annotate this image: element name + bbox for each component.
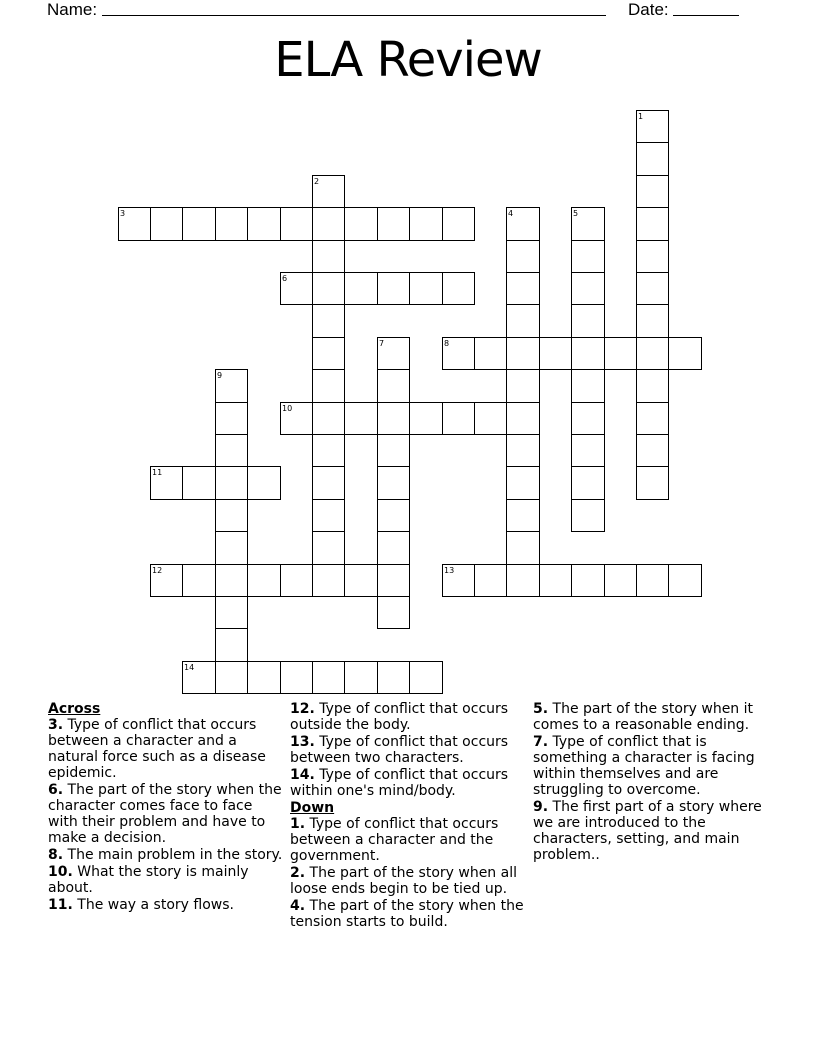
crossword-cell[interactable]: [636, 272, 669, 305]
crossword-cell[interactable]: [539, 337, 572, 370]
crossword-cell[interactable]: [377, 272, 410, 305]
crossword-cell[interactable]: [571, 337, 605, 370]
clue-number: 5: [573, 209, 579, 218]
crossword-cell[interactable]: [377, 434, 410, 467]
clue-down-1: 1. Type of conflict that occurs between a character and the government.: [290, 816, 499, 864]
clue-down-9: 9. The first part of a story where we are introduced to the characters, setting, and main problem..: [533, 799, 762, 863]
crossword-cell[interactable]: [312, 240, 345, 273]
crossword-cell[interactable]: [474, 564, 507, 597]
crossword-cell[interactable]: [506, 434, 540, 467]
crossword-cell[interactable]: [377, 564, 410, 597]
crossword-cell[interactable]: [150, 207, 183, 241]
crossword-cell[interactable]: [506, 207, 540, 241]
crossword-cell[interactable]: [247, 466, 281, 500]
crossword-cell[interactable]: [636, 434, 669, 467]
crossword-cell[interactable]: [215, 564, 248, 597]
crossword-cell[interactable]: [474, 337, 507, 370]
crossword-cell[interactable]: [539, 564, 572, 597]
crossword-cell[interactable]: [344, 207, 378, 241]
crossword-cell[interactable]: [442, 564, 475, 597]
crossword-cell[interactable]: [344, 402, 378, 435]
crossword-cell[interactable]: [377, 661, 410, 694]
clue-number: 6: [282, 274, 288, 283]
crossword-cell[interactable]: [506, 369, 540, 403]
crossword-cell[interactable]: [636, 240, 669, 273]
crossword-cell[interactable]: [377, 402, 410, 435]
crossword-cell[interactable]: [409, 207, 443, 241]
crossword-cell[interactable]: [247, 564, 281, 597]
clues-column-2: [290, 701, 526, 931]
crossword-cell[interactable]: [312, 661, 345, 694]
crossword-cell[interactable]: [571, 272, 605, 305]
clue-number: 10: [282, 404, 293, 413]
crossword-cell[interactable]: [280, 272, 313, 305]
clue-across-11: 11. The way a story flows.: [48, 897, 234, 913]
crossword-cell[interactable]: [215, 531, 248, 565]
crossword-cell[interactable]: [636, 466, 669, 500]
crossword-cell[interactable]: [215, 466, 248, 500]
crossword-cell[interactable]: [474, 402, 507, 435]
clue-across-14: 14. Type of conflict that occurs within one's mind/body.: [290, 767, 509, 799]
crossword-cell[interactable]: [571, 564, 605, 597]
crossword-cell[interactable]: [312, 369, 345, 403]
crossword-cell[interactable]: [312, 531, 345, 565]
crossword-cell[interactable]: [409, 272, 443, 305]
crossword-cell[interactable]: [636, 337, 669, 370]
crossword-cell[interactable]: [506, 240, 540, 273]
crossword-cell[interactable]: [344, 272, 378, 305]
crossword-cell[interactable]: [636, 110, 669, 143]
clue-number: 12: [152, 566, 163, 575]
crossword-cell[interactable]: [409, 402, 443, 435]
crossword-cell[interactable]: [442, 402, 475, 435]
crossword-cell[interactable]: [506, 499, 540, 532]
crossword-cell[interactable]: [636, 207, 669, 241]
crossword-cell[interactable]: [636, 304, 669, 338]
crossword-cell[interactable]: [571, 466, 605, 500]
clue-across-6: 6. The part of the story when the character comes face to face with their problem and have to make a decision.: [48, 782, 282, 846]
crossword-cell[interactable]: [280, 402, 313, 435]
crossword-cell[interactable]: [442, 207, 475, 241]
crossword-cell[interactable]: [506, 402, 540, 435]
clue-down-7: 7. Type of conflict that is something a character is facing within themselves and are struggling to overcome.: [533, 734, 755, 798]
crossword-cell[interactable]: [377, 207, 410, 241]
crossword-cell[interactable]: [215, 661, 248, 694]
clue-across-13: 13. Type of conflict that occurs between two characters.: [290, 734, 509, 766]
clue-number: 1: [638, 112, 644, 121]
crossword-cell[interactable]: [312, 337, 345, 370]
clue-down-5: 5. The part of the story when it comes to a reasonable ending.: [533, 701, 754, 733]
crossword-cell[interactable]: [442, 337, 475, 370]
crossword-cell[interactable]: [312, 402, 345, 435]
crossword-cell[interactable]: [182, 466, 216, 500]
crossword-cell[interactable]: [636, 402, 669, 435]
crossword-cell[interactable]: [344, 564, 378, 597]
crossword-cell[interactable]: [571, 207, 605, 241]
clue-number: 4: [508, 209, 514, 218]
crossword-cell[interactable]: [312, 434, 345, 467]
crossword-cell[interactable]: [571, 434, 605, 467]
crossword-cell[interactable]: [312, 466, 345, 500]
crossword-cell[interactable]: [571, 304, 605, 338]
clue-across-3: 3. Type of conflict that occurs between a character and a natural force such as a disease epidemic.: [48, 717, 266, 781]
crossword-cell[interactable]: [312, 499, 345, 532]
crossword-cell[interactable]: [215, 434, 248, 467]
clue-number: 3: [120, 209, 126, 218]
crossword-cell[interactable]: [280, 207, 313, 241]
crossword-cell[interactable]: [377, 499, 410, 532]
clue-number: 13: [444, 566, 455, 575]
clue-across-8: 8. The main problem in the story.: [48, 847, 283, 863]
date-label: Date:: [628, 0, 669, 19]
down-heading: Down: [290, 800, 335, 816]
clues-column-3: [533, 701, 769, 864]
crossword-cell[interactable]: [571, 369, 605, 403]
crossword-cell[interactable]: [150, 564, 183, 597]
crossword-cell[interactable]: [182, 661, 216, 694]
crossword-cell[interactable]: [506, 272, 540, 305]
crossword-cell[interactable]: [312, 272, 345, 305]
crossword-cell[interactable]: [312, 207, 345, 241]
crossword-cell[interactable]: [506, 337, 540, 370]
crossword-cell[interactable]: [377, 531, 410, 565]
crossword-cell[interactable]: [571, 240, 605, 273]
crossword-cell[interactable]: [377, 466, 410, 500]
crossword-cell[interactable]: [215, 628, 248, 662]
crossword-cell[interactable]: [247, 207, 281, 241]
clue-number: 11: [152, 468, 163, 477]
clues-column-1: [48, 701, 284, 914]
clue-down-4: 4. The part of the story when the tension starts to build.: [290, 898, 524, 930]
crossword-cell[interactable]: [215, 499, 248, 532]
crossword-cell[interactable]: [344, 661, 378, 694]
crossword-cell[interactable]: [377, 596, 410, 629]
crossword-cell[interactable]: [506, 564, 540, 597]
crossword-cell[interactable]: [377, 369, 410, 403]
clue-number: 2: [314, 177, 320, 186]
crossword-cell[interactable]: [668, 564, 702, 597]
crossword-cell[interactable]: [636, 564, 669, 597]
crossword-cell[interactable]: [182, 207, 216, 241]
crossword-cell[interactable]: [442, 272, 475, 305]
crossword-cell[interactable]: [312, 304, 345, 338]
crossword-cell[interactable]: [247, 661, 281, 694]
crossword-cell[interactable]: [280, 661, 313, 694]
crossword-cell[interactable]: [636, 175, 669, 208]
clue-number: 7: [379, 339, 385, 348]
crossword-cell[interactable]: [215, 596, 248, 629]
clue-number: 9: [217, 371, 223, 380]
name-label: Name:: [47, 0, 98, 19]
crossword-cell[interactable]: [118, 207, 151, 241]
crossword-cell[interactable]: [604, 337, 637, 370]
crossword-cell[interactable]: [668, 337, 702, 370]
crossword-cell[interactable]: [604, 564, 637, 597]
crossword-cell[interactable]: [506, 466, 540, 500]
crossword-cell[interactable]: [636, 369, 669, 403]
clue-down-2: 2. The part of the story when all loose ends begin to be tied up.: [290, 865, 517, 897]
crossword-cell[interactable]: [506, 531, 540, 565]
clue-across-10: 10. What the story is mainly about.: [48, 864, 249, 896]
across-heading: Across: [48, 701, 101, 717]
page-title: ELA Review: [274, 32, 542, 88]
crossword-cell[interactable]: [215, 369, 248, 403]
crossword-cell[interactable]: [571, 402, 605, 435]
crossword-cell[interactable]: [312, 175, 345, 208]
clue-number: 14: [184, 663, 195, 672]
crossword-cell[interactable]: [215, 207, 248, 241]
crossword-cell[interactable]: [215, 402, 248, 435]
crossword-cell[interactable]: [150, 466, 183, 500]
clue-number: 8: [444, 339, 450, 348]
crossword-cell[interactable]: [312, 564, 345, 597]
crossword-cell[interactable]: [409, 661, 443, 694]
crossword-cell[interactable]: [280, 564, 313, 597]
clue-across-12: 12. Type of conflict that occurs outside the body.: [290, 701, 509, 733]
crossword-cell[interactable]: [636, 142, 669, 176]
crossword-cell[interactable]: [182, 564, 216, 597]
crossword-cell[interactable]: [506, 304, 540, 338]
crossword-cell[interactable]: [571, 499, 605, 532]
crossword-cell[interactable]: [377, 337, 410, 370]
